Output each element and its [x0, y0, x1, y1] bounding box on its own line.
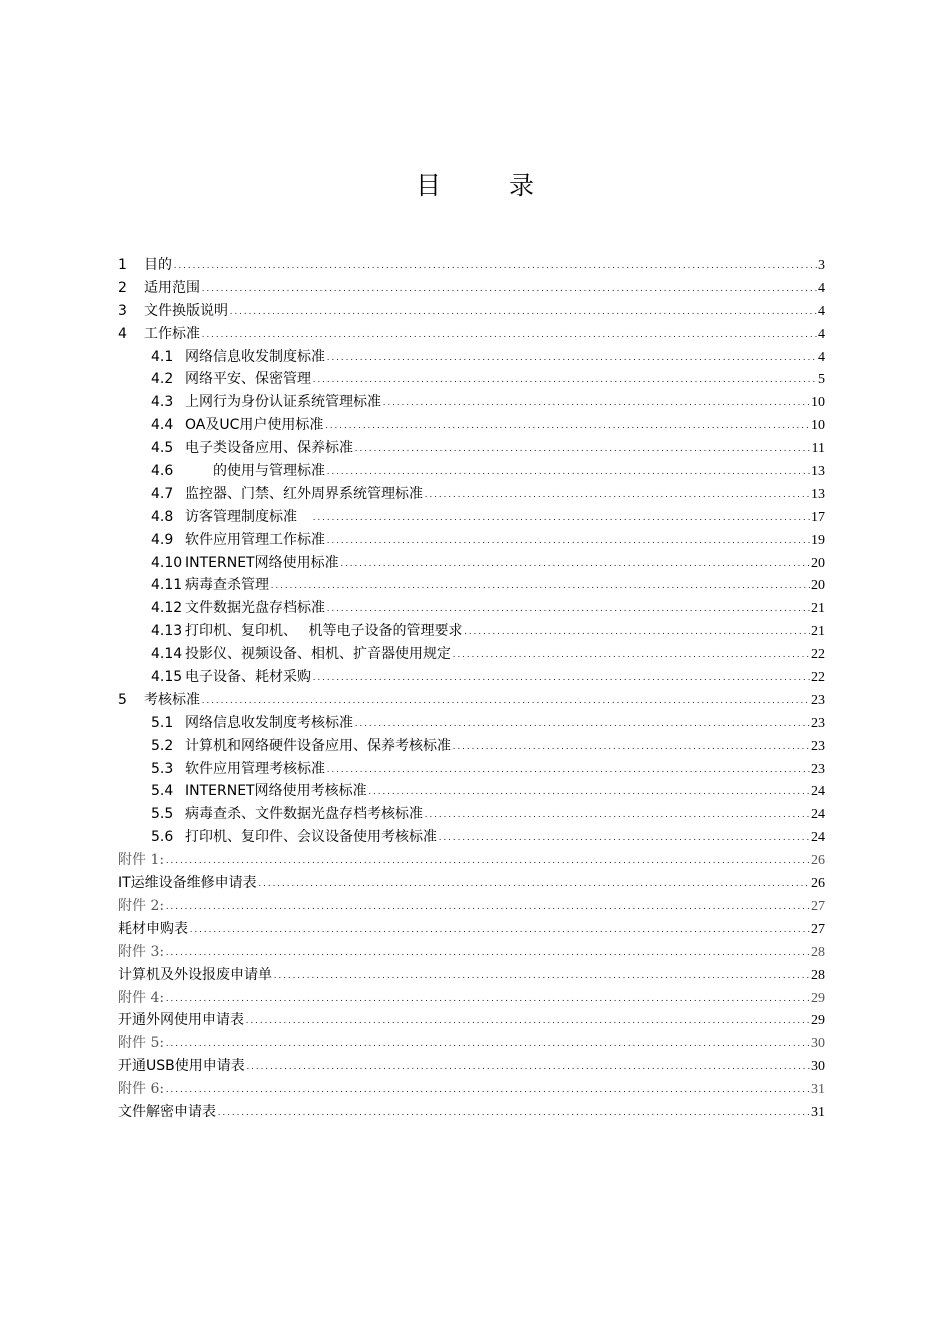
toc-dot-leader	[354, 713, 810, 736]
toc-entry-page-number: 28	[811, 944, 825, 960]
toc-entry-number: 5.4	[151, 783, 174, 800]
toc-entry-page-number: 4	[818, 349, 825, 365]
toc-entry-page-number: 31	[811, 1104, 825, 1120]
toc-entry-page-number: 13	[811, 486, 825, 502]
toc-entry-label: 访客管理制度标准	[185, 508, 311, 525]
toc-dot-leader	[452, 644, 810, 667]
toc-entry-page-number: 4	[818, 326, 825, 342]
toc-entry-page-number: 21	[811, 624, 825, 640]
toc-entry-page-number: 24	[811, 807, 825, 823]
toc-entry[interactable]	[118, 758, 825, 781]
toc-entry-label: 网络平安、保密管理	[185, 371, 311, 388]
toc-entry-label: 打印机、复印机、 机等电子设备的管理要求	[185, 623, 463, 640]
toc-entry[interactable]	[118, 826, 825, 849]
toc-entry-page-number: 4	[818, 303, 825, 319]
toc-entry-label: 文件解密申请表	[118, 1103, 216, 1120]
toc-entry[interactable]	[118, 689, 825, 712]
toc-entry[interactable]	[118, 574, 825, 597]
table-of-contents	[118, 254, 825, 1124]
toc-entry-page-number: 24	[811, 830, 825, 846]
toc-entry-label: 上网行为身份认证系统管理标准	[185, 394, 381, 411]
toc-dot-leader	[424, 484, 810, 507]
toc-entry-label: 监控器、门禁、红外周界系统管理标准	[185, 485, 423, 502]
toc-entry-number: 4.11	[151, 577, 183, 594]
toc-entry-number: 3	[118, 302, 127, 319]
toc-entry-page-number: 22	[811, 670, 825, 686]
toc-entry-number: 4.4	[151, 417, 174, 434]
toc-entry-number: 4.15	[151, 669, 183, 686]
toc-entry-label: 电子设备、耗材采购	[185, 669, 311, 686]
toc-entry-number: 4.7	[151, 485, 174, 502]
toc-entry[interactable]	[118, 1009, 825, 1032]
toc-entry[interactable]	[118, 277, 825, 300]
toc-entry-label: 工作标准	[144, 325, 200, 342]
toc-dot-leader	[340, 553, 810, 576]
toc-entry[interactable]	[118, 460, 825, 483]
toc-entry-page-number: 31	[811, 1082, 825, 1098]
toc-entry-label: 计算机及外设报废申请单	[118, 966, 272, 983]
toc-entry-page-number: 27	[811, 898, 825, 914]
toc-entry[interactable]	[118, 414, 825, 437]
toc-entry-label: 病毒查杀、文件数据光盘存档考核标准	[185, 806, 423, 823]
toc-entry-label: 的使用与管理标准	[185, 463, 325, 480]
toc-entry-number: 5.5	[151, 806, 174, 823]
toc-entry[interactable]	[118, 506, 825, 529]
toc-entry[interactable]	[118, 964, 825, 987]
toc-entry-label: INTERNET网络使用标准	[185, 554, 339, 571]
toc-dot-leader	[165, 988, 810, 1011]
toc-entry-number: 5	[118, 691, 127, 708]
toc-entry[interactable]	[118, 803, 825, 826]
toc-entry-label: 文件换版说明	[144, 302, 228, 319]
toc-entry-label: INTERNET网络使用考核标准	[185, 783, 367, 800]
toc-dot-leader	[273, 965, 810, 988]
toc-entry-page-number: 17	[811, 509, 825, 525]
toc-dot-leader	[438, 827, 810, 850]
toc-entry[interactable]	[118, 780, 825, 803]
toc-entry[interactable]	[118, 346, 825, 369]
toc-entry-page-number: 10	[811, 395, 825, 411]
toc-entry-number: 4.5	[151, 440, 174, 457]
toc-entry-page-number: 29	[811, 990, 825, 1006]
toc-entry[interactable]	[118, 483, 825, 506]
toc-dot-leader	[368, 781, 810, 804]
toc-entry-number: 4.8	[151, 508, 174, 525]
toc-dot-leader	[326, 759, 810, 782]
toc-dot-leader	[165, 942, 810, 965]
toc-entry[interactable]	[118, 895, 825, 918]
toc-entry-label: 病毒查杀管理	[185, 577, 269, 594]
toc-dot-leader	[201, 324, 817, 347]
toc-entry-page-number: 23	[811, 692, 825, 708]
toc-entry-number: 4.10	[151, 554, 183, 571]
toc-dot-leader	[463, 621, 810, 644]
toc-entry-number: 4.14	[151, 646, 183, 663]
toc-dot-leader	[165, 896, 810, 919]
toc-entry-label: 附件 5:	[118, 1035, 165, 1052]
toc-entry-label: OA及UC用户使用标准	[185, 417, 324, 434]
toc-entry[interactable]	[118, 941, 825, 964]
toc-entry-label: 适用范围	[144, 279, 200, 296]
toc-entry-page-number: 26	[811, 876, 825, 892]
toc-entry-label: 网络信息收发制度考核标准	[185, 714, 353, 731]
toc-entry-page-number: 30	[811, 1059, 825, 1075]
toc-entry[interactable]	[118, 643, 825, 666]
toc-entry-number: 4.1	[151, 348, 174, 365]
toc-entry[interactable]	[118, 735, 825, 758]
toc-entry-page-number: 3	[818, 258, 825, 273]
toc-dot-leader	[258, 873, 810, 896]
toc-entry[interactable]	[118, 666, 825, 689]
toc-entry-page-number: 19	[811, 532, 825, 548]
toc-entry-page-number: 26	[811, 853, 825, 869]
toc-entry-label: 附件 4:	[118, 989, 165, 1006]
toc-dot-leader	[189, 919, 810, 942]
toc-dot-leader	[354, 438, 811, 461]
toc-entry-label: 开通USB使用申请表	[118, 1058, 245, 1075]
toc-entry-number: 4.6	[151, 463, 174, 480]
toc-entry-page-number: 24	[811, 784, 825, 800]
toc-entry-label: IT运维设备维修申请表	[118, 875, 257, 892]
toc-entry[interactable]	[118, 849, 825, 872]
toc-entry-label: 目的	[144, 257, 172, 273]
toc-entry-number: 2	[118, 279, 127, 296]
toc-entry-label: 耗材申购表	[118, 920, 188, 937]
toc-entry[interactable]	[118, 254, 825, 277]
toc-dot-leader	[270, 575, 810, 598]
toc-entry-label: 附件 1:	[118, 852, 165, 869]
toc-entry-page-number: 11	[811, 441, 825, 457]
toc-dot-leader	[173, 255, 817, 278]
toc-entry-page-number: 20	[811, 578, 825, 594]
toc-entry[interactable]	[118, 712, 825, 735]
toc-entry-page-number: 22	[811, 647, 825, 663]
toc-entry-page-number: 30	[811, 1036, 825, 1052]
toc-entry-label: 投影仪、视频设备、相机、扩音器使用规定	[185, 646, 451, 663]
toc-dot-leader	[201, 278, 817, 301]
toc-dot-leader	[424, 804, 810, 827]
toc-entry-label: 网络信息收发制度标准	[185, 348, 325, 365]
toc-entry-page-number: 23	[811, 715, 825, 731]
toc-entry[interactable]	[118, 918, 825, 941]
toc-entry[interactable]	[118, 597, 825, 620]
toc-entry[interactable]	[118, 620, 825, 643]
toc-dot-leader	[229, 301, 817, 324]
toc-entry-page-number: 28	[811, 967, 825, 983]
toc-entry[interactable]	[118, 323, 825, 346]
toc-entry-number: 4.12	[151, 600, 183, 617]
toc-dot-leader	[326, 347, 817, 370]
toc-entry-page-number: 5	[818, 372, 825, 388]
toc-entry-number: 5.2	[151, 737, 174, 754]
toc-dot-leader	[312, 369, 817, 392]
toc-entry[interactable]	[118, 1032, 825, 1055]
toc-entry[interactable]	[118, 872, 825, 895]
toc-entry-page-number: 13	[811, 464, 825, 480]
toc-entry-page-number: 4	[818, 280, 825, 296]
toc-entry-label: 电子类设备应用、保养标准	[185, 440, 353, 457]
toc-entry[interactable]	[118, 1055, 825, 1078]
toc-entry-page-number: 29	[811, 1013, 825, 1029]
toc-entry[interactable]	[118, 1101, 825, 1124]
toc-entry[interactable]	[118, 391, 825, 414]
toc-dot-leader	[246, 1056, 810, 1079]
toc-entry-number: 5.6	[151, 829, 174, 846]
toc-entry[interactable]	[118, 529, 825, 552]
toc-entry-number: 1	[118, 257, 127, 273]
toc-dot-leader	[382, 392, 810, 415]
toc-entry-page-number: 20	[811, 555, 825, 571]
toc-entry-number: 5.1	[151, 714, 174, 731]
toc-entry[interactable]	[118, 368, 825, 391]
toc-dot-leader	[324, 415, 810, 438]
toc-entry-label: 文件数据光盘存档标准	[185, 600, 325, 617]
toc-dot-leader	[245, 1010, 810, 1033]
toc-entry-label: 开通外网使用申请表	[118, 1012, 244, 1029]
toc-entry-label: 计算机和网络硬件设备应用、保养考核标准	[185, 737, 451, 754]
toc-entry-page-number: 10	[811, 418, 825, 434]
toc-entry-number: 4.2	[151, 371, 174, 388]
toc-dot-leader	[165, 1033, 810, 1056]
toc-entry-number: 4	[118, 325, 127, 342]
toc-entry[interactable]	[118, 987, 825, 1010]
toc-dot-leader	[312, 507, 810, 530]
toc-dot-leader	[312, 667, 810, 690]
toc-dot-leader	[326, 530, 810, 553]
toc-entry[interactable]	[118, 300, 825, 323]
toc-entry[interactable]	[118, 437, 825, 460]
toc-entry-number: 5.3	[151, 760, 174, 777]
toc-entry-number: 4.13	[151, 623, 183, 640]
toc-entry-page-number: 27	[811, 921, 825, 937]
toc-dot-leader	[217, 1102, 810, 1125]
toc-entry-page-number: 23	[811, 738, 825, 754]
toc-entry-number: 4.9	[151, 531, 174, 548]
page-title: 目 录	[416, 171, 564, 200]
toc-dot-leader	[326, 598, 810, 621]
toc-entry-label: 软件应用管理工作标准	[185, 531, 325, 548]
toc-entry-label: 考核标准	[144, 691, 200, 708]
toc-entry-page-number: 21	[811, 601, 825, 617]
toc-dot-leader	[326, 461, 810, 484]
toc-entry-label: 附件 6:	[118, 1081, 165, 1098]
toc-entry[interactable]	[118, 552, 825, 575]
toc-dot-leader	[165, 1079, 810, 1102]
toc-entry-number: 4.3	[151, 394, 174, 411]
toc-entry-label: 软件应用管理考核标准	[185, 760, 325, 777]
toc-entry-label: 附件 3:	[118, 943, 165, 960]
toc-entry-label: 附件 2:	[118, 897, 165, 914]
toc-entry[interactable]	[118, 1078, 825, 1101]
toc-dot-leader	[452, 736, 810, 759]
toc-entry-label: 打印机、复印件、会议设备使用考核标准	[185, 829, 437, 846]
toc-dot-leader	[165, 850, 810, 873]
toc-dot-leader	[201, 690, 810, 713]
toc-entry-page-number: 23	[811, 761, 825, 777]
